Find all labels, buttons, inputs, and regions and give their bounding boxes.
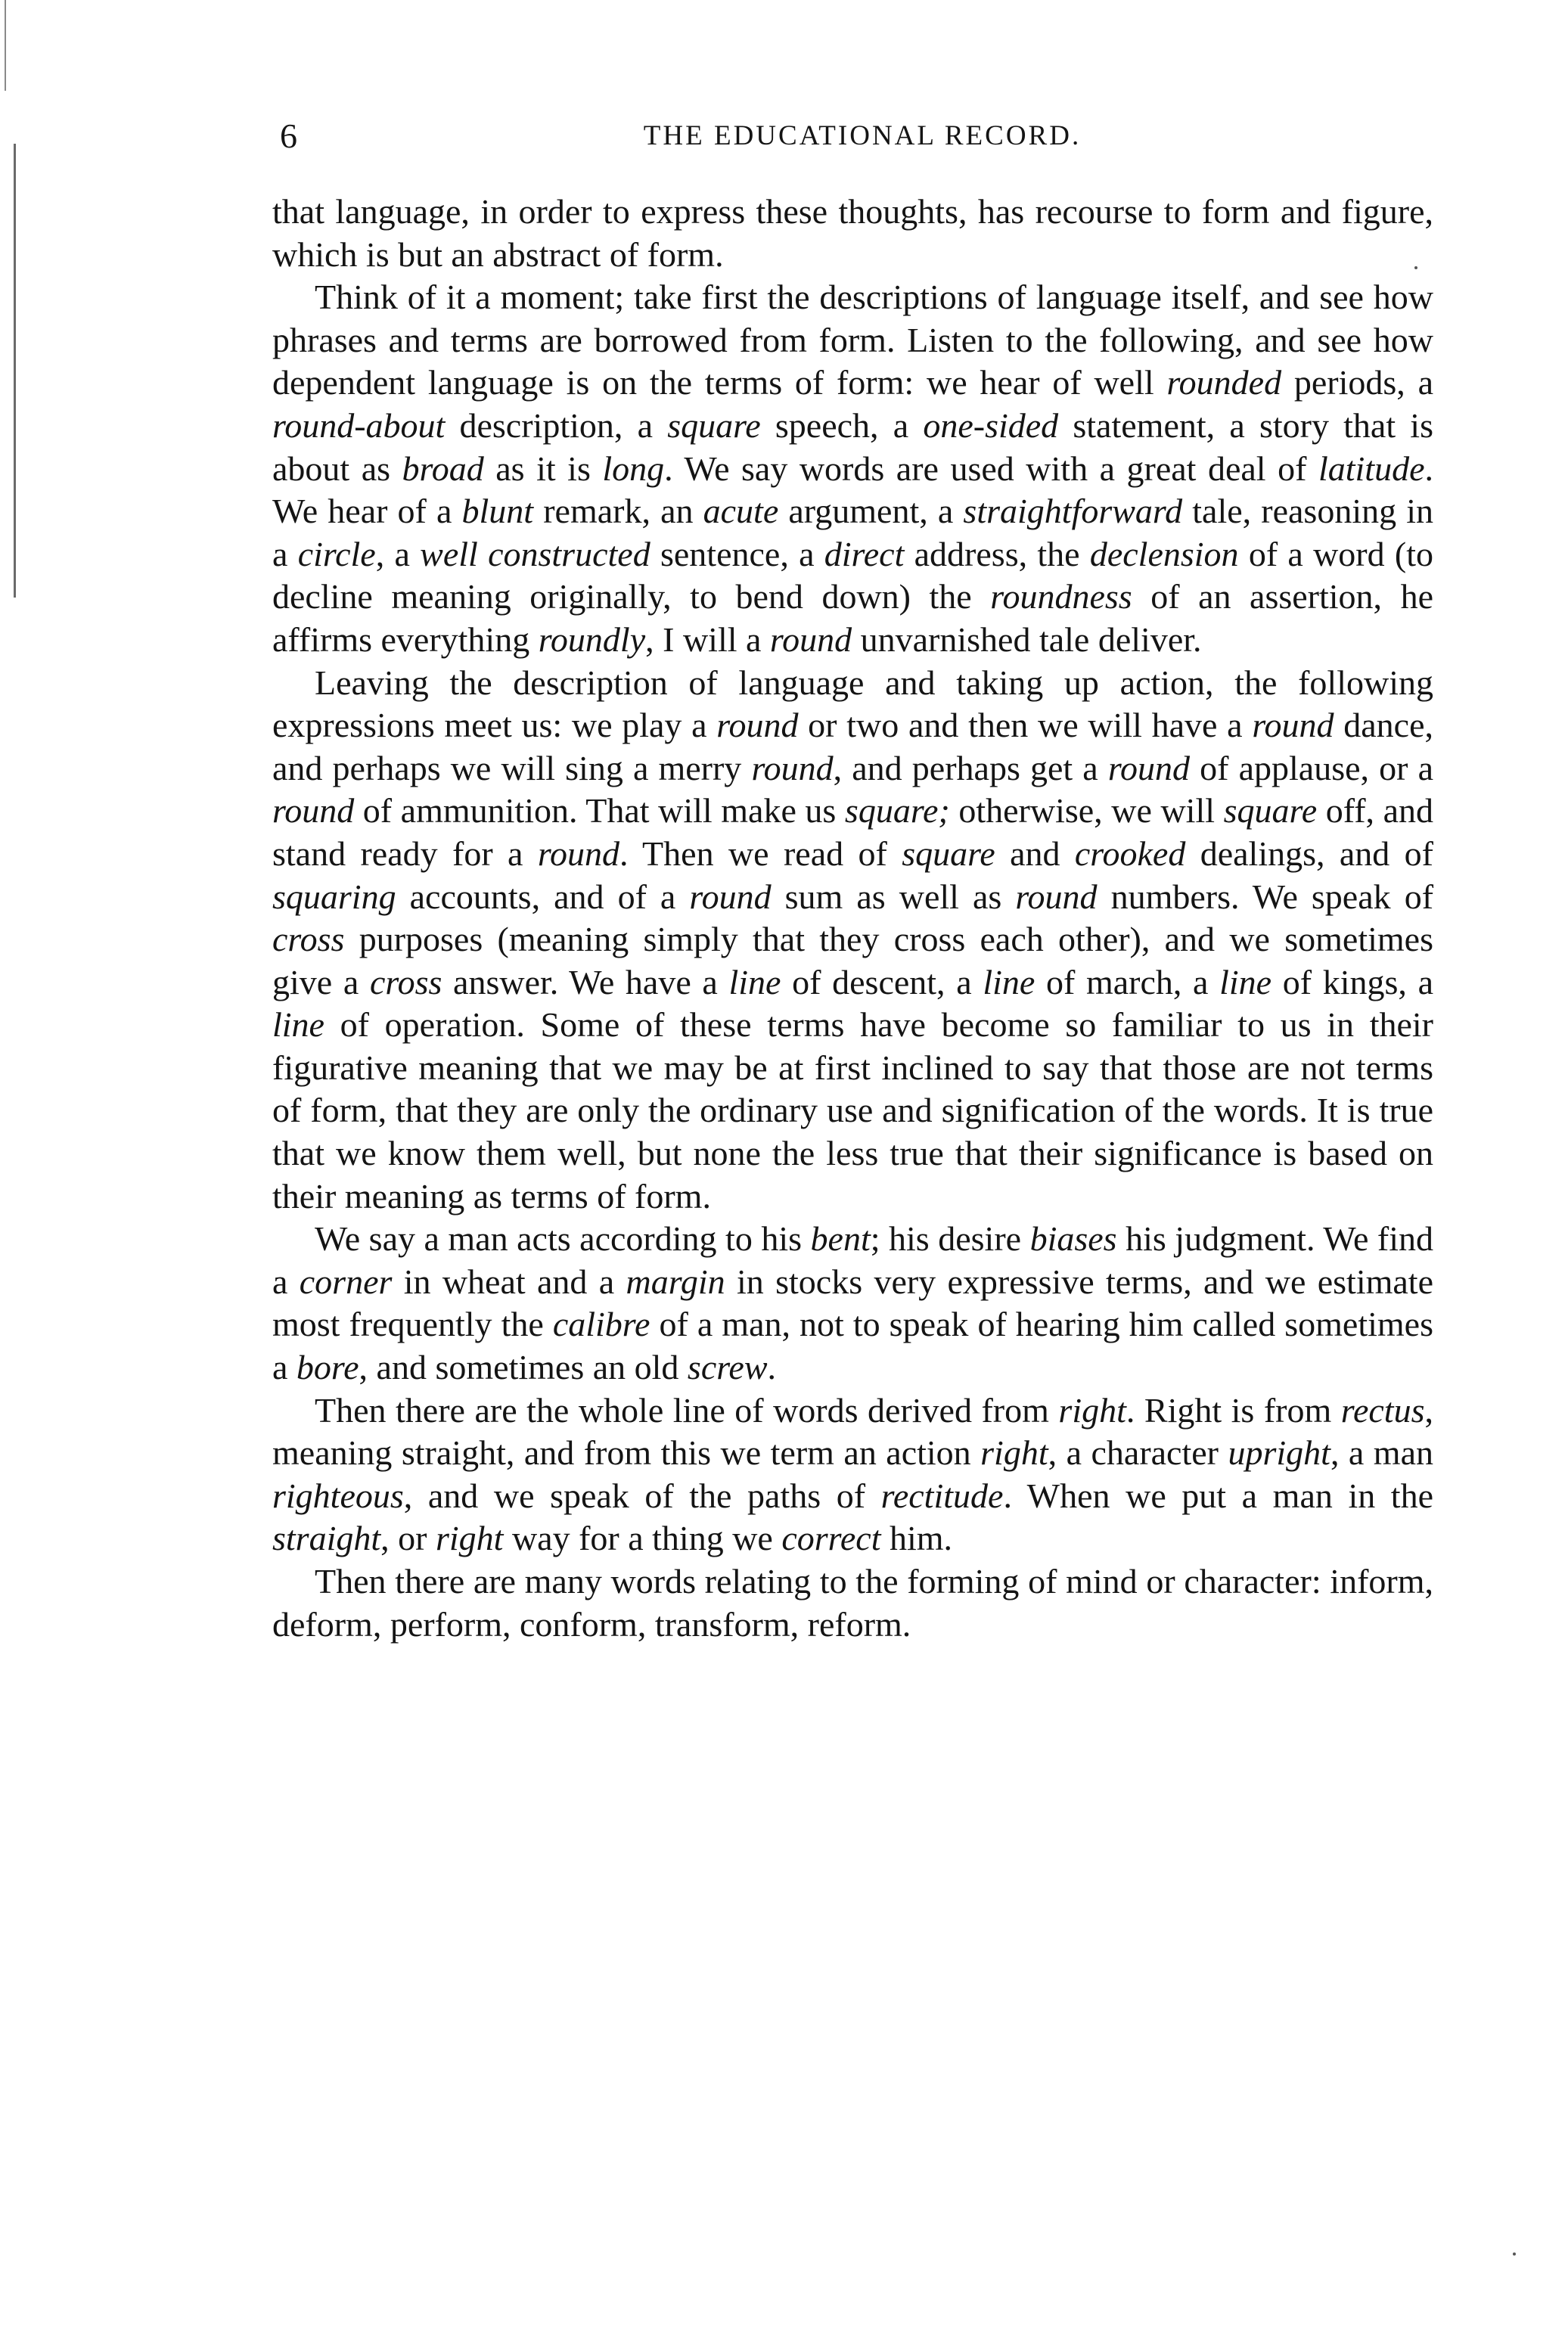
text-run: dance, and perhaps we will sing a merry [272, 706, 1433, 787]
italic-term: right [435, 1519, 504, 1558]
text-run: Then there are many words relating to the forming of mind or character: inform, deform, perform, conform, transform, reform. [272, 1562, 1433, 1644]
text-run: , a character [1048, 1433, 1228, 1473]
text-run: , and we speak of the paths of [403, 1476, 881, 1515]
binding-edge-mark [5, 0, 6, 91]
text-run: and [995, 834, 1075, 873]
italic-term: square; [844, 791, 950, 831]
text-run: , I will a [645, 619, 770, 659]
text-run: purposes (meaning simply that they cross each other), and we sometimes give a [272, 920, 1433, 1001]
paragraph [272, 276, 1433, 661]
text-run: accounts, and of a [396, 877, 690, 916]
text-run: address, the [904, 534, 1090, 573]
italic-term: roundness [990, 577, 1132, 616]
text-run: his judgment. We find a [272, 1219, 1433, 1301]
italic-term: straight [272, 1519, 381, 1558]
text-run: in wheat and a [392, 1262, 626, 1301]
text-run: of ammunition. That will make us [354, 791, 845, 831]
text-run: statement, a story that is about as [272, 405, 1433, 488]
text-run: sentence, a [650, 534, 824, 573]
text-run: , or [380, 1519, 436, 1558]
italic-term: direct [824, 534, 905, 573]
italic-term: rectitude [880, 1476, 1004, 1515]
text-run: way for a thing we [503, 1519, 782, 1558]
article-body [272, 191, 1433, 1646]
italic-term: line [1219, 962, 1272, 1001]
print-speck [1414, 266, 1417, 269]
text-run: in stocks very expressive terms, and we estimate most frequently the [272, 1262, 1433, 1344]
text-run: , a [375, 534, 421, 573]
text-run: of a word (to decline meaning originally, to bend down) the [272, 534, 1433, 616]
italic-term: square [1223, 791, 1318, 831]
text-run: of descent, a [781, 962, 983, 1001]
italic-term: upright [1228, 1433, 1330, 1473]
text-run: of march, a [1035, 962, 1220, 1001]
italic-term: cross [272, 920, 345, 959]
italic-term: broad [402, 449, 484, 488]
text-run: Then there are the whole line of words derived from [315, 1390, 1059, 1430]
italic-term: biases [1029, 1219, 1117, 1259]
italic-term: round [716, 706, 799, 745]
text-run: , a man [1330, 1433, 1433, 1473]
italic-term: bore [296, 1348, 359, 1387]
italic-term: square [902, 834, 995, 873]
italic-term: right [1058, 1390, 1126, 1430]
italic-term: declension [1089, 534, 1239, 573]
text-run: dealings, and of [1185, 834, 1434, 873]
italic-term: square [667, 405, 761, 445]
paragraph [272, 1389, 1433, 1560]
italic-term: bent [810, 1219, 871, 1259]
italic-term: margin [626, 1262, 725, 1301]
italic-term: corner [299, 1262, 393, 1301]
italic-term: latitude [1318, 449, 1425, 488]
italic-term: round [537, 834, 620, 873]
text-run: . Right is from [1126, 1390, 1341, 1430]
text-run: We say a man acts according to his [315, 1219, 811, 1259]
text-run: Leaving the description of language and taking up action, the following expressions meet us: we play a [272, 663, 1433, 745]
italic-term: blunt [461, 492, 534, 531]
text-run: . We say words are used with a great deal of [664, 449, 1318, 488]
italic-term: roundly [538, 619, 646, 659]
text-run: , and sometimes an old [359, 1348, 688, 1387]
text-run: , and perhaps get a [833, 748, 1108, 787]
italic-term: round [1015, 877, 1098, 916]
text-run: that language, in order to express these thoughts, has recourse to form and figure, which is but an abstract of form. [272, 192, 1433, 274]
paragraph [272, 191, 1433, 276]
italic-term: round [1107, 748, 1191, 787]
italic-term: straightforward [963, 492, 1183, 531]
text-run: otherwise, we will [949, 791, 1224, 831]
italic-term: cross [369, 962, 442, 1001]
text-run: as it is [483, 449, 603, 488]
text-run: ; his desire [870, 1219, 1030, 1259]
text-run: of kings, a [1271, 962, 1434, 1001]
italic-term: round [272, 791, 355, 831]
text-run: argument, a [778, 492, 964, 531]
text-run: off, and stand ready for a [272, 791, 1433, 873]
text-run: unvarnished tale deliver. [852, 619, 1202, 659]
italic-term: circle [297, 534, 376, 573]
italic-term: long [602, 449, 665, 488]
text-run: , meaning straight, and from this we term an action [272, 1390, 1433, 1473]
text-run: numbers. We speak of [1097, 877, 1434, 916]
italic-term: right [980, 1433, 1048, 1473]
paragraph [272, 1560, 1433, 1646]
text-run: . Then we read of [619, 834, 902, 873]
text-run: remark, an [533, 492, 703, 531]
page-header [280, 113, 1445, 159]
text-run: of an assertion, he affirms everything [272, 577, 1433, 659]
paragraph [272, 662, 1433, 1219]
page-number: 6 [280, 116, 297, 155]
italic-term: round [751, 748, 834, 787]
italic-term: well constructed [420, 534, 650, 573]
text-run: tale, reasoning in a [272, 492, 1433, 573]
italic-term: line [983, 962, 1036, 1001]
italic-term: one-sided [923, 405, 1059, 445]
paragraph [272, 1218, 1433, 1389]
text-run: of operation. Some of these terms have become so familiar to us in their figurative meaning that we may be at first inclined to say that those are not terms of form, that they are only the ordinary use and signification of the words. It is true that we know them well, but none the less true that their significance is based on their meaning as terms of form. [272, 1005, 1433, 1216]
italic-term: squaring [272, 877, 396, 916]
text-run: periods, a [1281, 363, 1433, 402]
text-run: Think of it a moment; take first the descriptions of language itself, and see how phrases and terms are borrowed from form. Listen to the following, and see how dependent language is on the terms of form: we hear of well [272, 278, 1433, 402]
binding-edge-shadow [14, 144, 16, 598]
italic-term: screw [687, 1348, 768, 1387]
italic-term: round [689, 877, 772, 916]
italic-term: righteous [272, 1476, 404, 1515]
print-speck [1513, 2253, 1516, 2256]
italic-term: round [1252, 706, 1334, 745]
italic-term: correct [781, 1519, 881, 1558]
text-run: or two and then we will have a [798, 706, 1253, 745]
italic-term: rounded [1166, 363, 1282, 402]
italic-term: round [769, 619, 852, 659]
text-run: . We hear of a [272, 449, 1433, 531]
italic-term: rectus [1340, 1390, 1425, 1430]
text-run: him. [880, 1519, 953, 1558]
italic-term: line [728, 962, 781, 1001]
text-run: of applause, or a [1190, 748, 1433, 787]
text-run: . When we put a man in the [1003, 1476, 1433, 1515]
italic-term: round-about [272, 405, 446, 445]
italic-term: acute [703, 492, 779, 531]
running-head: THE EDUCATIONAL RECORD. [643, 120, 1082, 151]
italic-term: crooked [1074, 834, 1186, 873]
text-run: description, a [445, 405, 668, 445]
text-run: answer. We have a [442, 962, 729, 1001]
text-run: speech, a [760, 405, 924, 445]
text-run: of a man, not to speak of hearing him called sometimes a [272, 1305, 1433, 1387]
text-run: sum as well as [771, 877, 1016, 916]
italic-term: calibre [552, 1305, 650, 1344]
text-run: . [767, 1348, 777, 1387]
italic-term: line [272, 1005, 324, 1045]
